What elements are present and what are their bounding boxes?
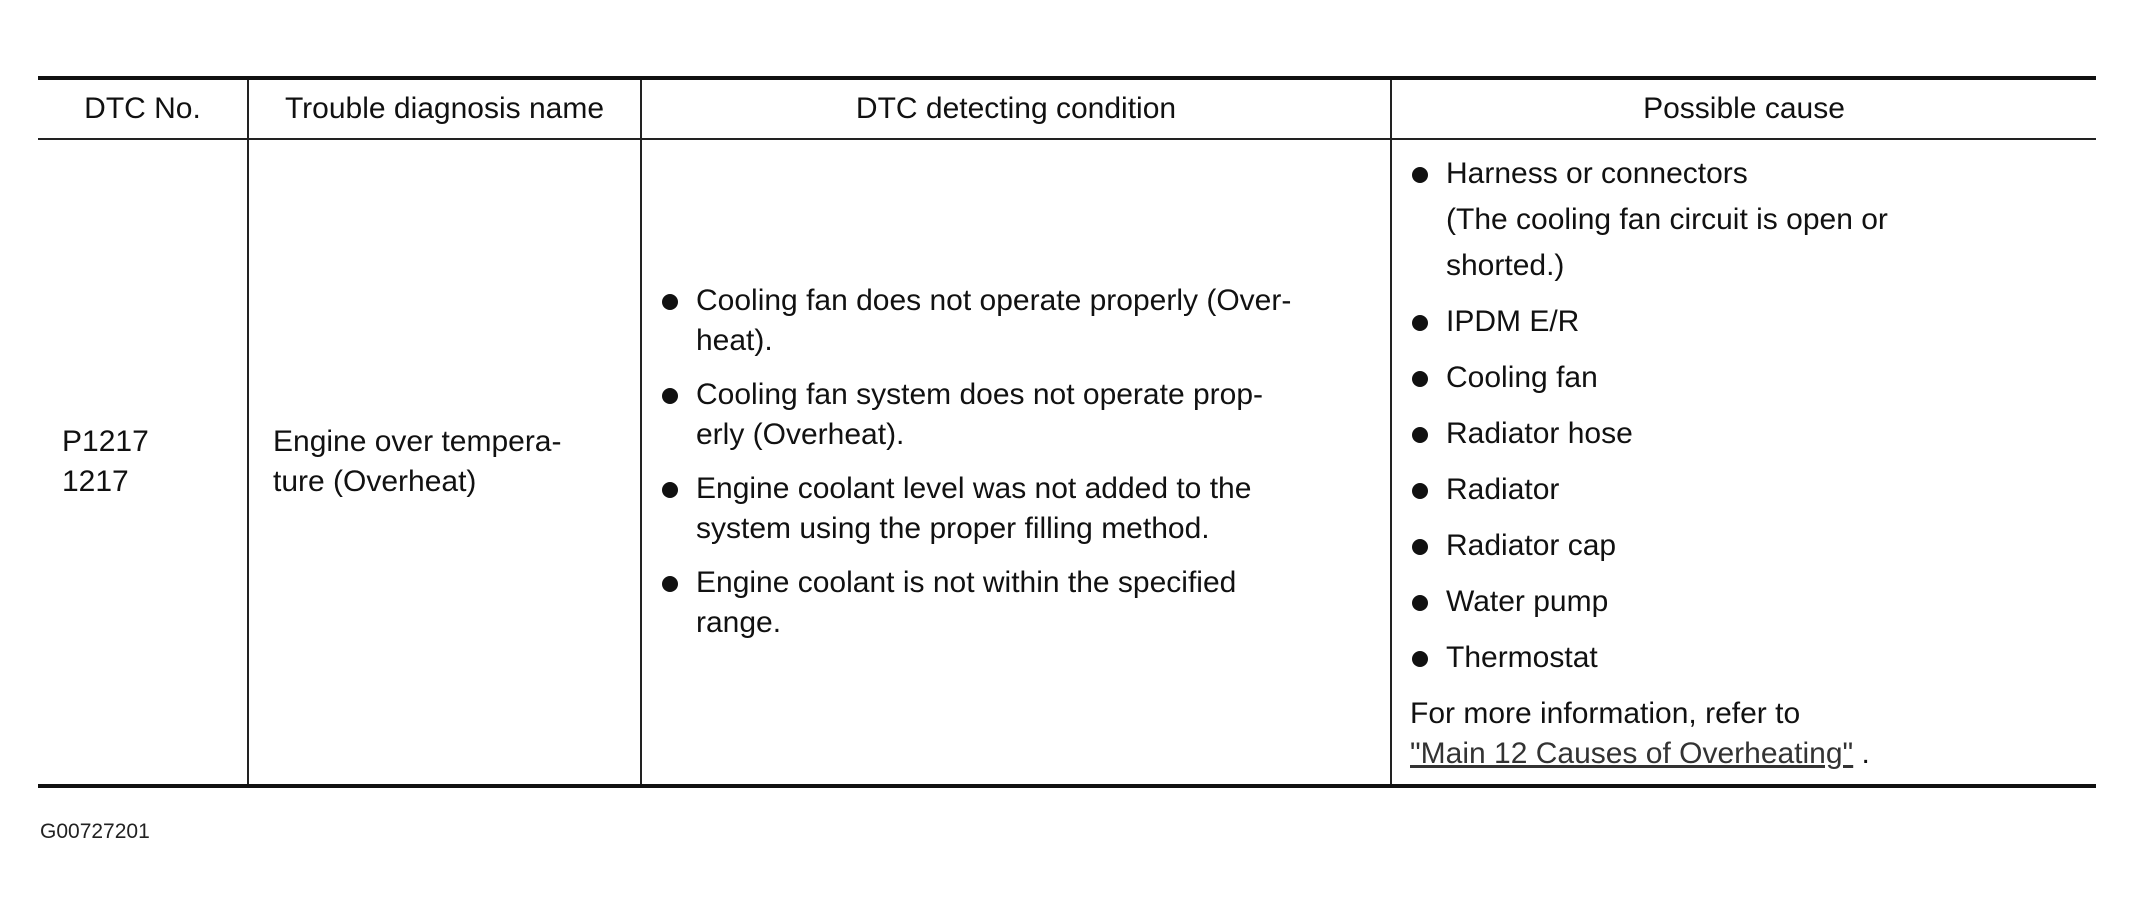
diagnosis-name-line: Engine over tempera- bbox=[273, 425, 562, 458]
more-info bbox=[1410, 694, 2078, 774]
diagnosis-name-line: ture (Overheat) bbox=[273, 465, 477, 498]
bullet-icon bbox=[1412, 651, 1428, 667]
bullet-icon bbox=[1412, 371, 1428, 387]
list-item: Cooling fan does not operate properly (Over- heat). bbox=[660, 281, 1372, 361]
dtc-code: P1217 bbox=[62, 425, 149, 458]
overheating-causes-link[interactable]: "Main 12 Causes of Overheating" bbox=[1410, 737, 1854, 770]
dtc-number-cell bbox=[38, 139, 248, 786]
figure-id: G00727201 bbox=[40, 820, 150, 843]
list-item: Engine coolant is not within the specified range. bbox=[660, 563, 1372, 643]
bullet-icon bbox=[1412, 167, 1428, 183]
bullet-icon bbox=[662, 576, 678, 592]
bullet-icon bbox=[662, 388, 678, 404]
more-info-text: For more information, refer to bbox=[1410, 697, 1801, 730]
bullet-icon bbox=[1412, 539, 1428, 555]
list-item: Engine coolant level was not added to the system using the proper filling method. bbox=[660, 469, 1372, 549]
header-possible-cause: Possible cause bbox=[1391, 78, 2096, 139]
dtc-detecting-condition-cell bbox=[641, 139, 1391, 786]
dtc-table bbox=[38, 76, 2096, 788]
more-info-line bbox=[1410, 734, 2078, 774]
list-item: Radiator cap bbox=[1410, 526, 2078, 566]
dtc-table-container bbox=[38, 76, 2096, 843]
bullet-icon bbox=[662, 482, 678, 498]
bullet-icon bbox=[1412, 483, 1428, 499]
trouble-diagnosis-name-cell bbox=[248, 139, 641, 786]
list-item: Harness or connectors (The cooling fan circuit is open or shorted.) bbox=[1410, 154, 2078, 286]
list-item: Cooling fan system does not operate prop- erly (Overheat). bbox=[660, 375, 1372, 455]
bullet-icon bbox=[1412, 595, 1428, 611]
list-item: Radiator hose bbox=[1410, 414, 2078, 454]
possible-cause-cell bbox=[1391, 139, 2096, 786]
list-item: Water pump bbox=[1410, 582, 2078, 622]
bullet-icon bbox=[662, 294, 678, 310]
table-header-row bbox=[38, 78, 2096, 139]
header-dtc-no: DTC No. bbox=[84, 92, 201, 125]
condition-list bbox=[660, 281, 1372, 643]
cause-list bbox=[1410, 154, 2078, 678]
dtc-code: 1217 bbox=[62, 465, 129, 498]
list-item: Thermostat bbox=[1410, 638, 2078, 678]
header-trouble-diagnosis-name: Trouble diagnosis name bbox=[248, 78, 641, 139]
list-item: Cooling fan bbox=[1410, 358, 2078, 398]
header-dtc-detecting-condition: DTC detecting condition bbox=[641, 78, 1391, 139]
bullet-icon bbox=[1412, 427, 1428, 443]
bullet-icon bbox=[1412, 315, 1428, 331]
more-info-suffix: . bbox=[1853, 737, 1870, 770]
table-row bbox=[38, 139, 2096, 786]
list-item: Radiator bbox=[1410, 470, 2078, 510]
list-item: IPDM E/R bbox=[1410, 302, 2078, 342]
